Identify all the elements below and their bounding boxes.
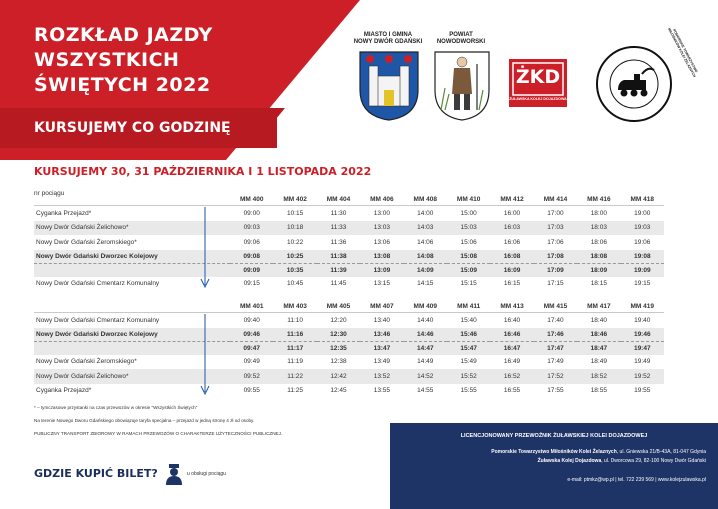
train-number-row	[34, 193, 664, 206]
departure-time: 09:15	[243, 280, 260, 288]
train-number: MM 408	[413, 195, 438, 203]
departure-time: 14:03	[404, 221, 447, 236]
departure-time: 11:22	[273, 369, 316, 384]
departure-time: 18:52	[577, 369, 620, 384]
departure-time: 17:08	[534, 250, 577, 264]
departure-time: 15:15	[460, 280, 477, 288]
timetable-row	[34, 313, 664, 328]
train-number: MM 419	[630, 302, 654, 310]
departure-time: 09:40	[230, 313, 273, 328]
departure-time: 11:19	[287, 358, 303, 366]
station-name: Nowy Dwór Gdański Żeromskiego*	[36, 238, 137, 246]
departure-time: 11:38	[317, 250, 360, 264]
gmina-caption-line2: NOWY DWÓR GDAŃSKI	[353, 39, 423, 45]
operator-line-1-address: , ul. Gniewska 21/B-43A, 81-047 Gdynia	[616, 449, 706, 455]
footnote-special-fare: Na terenie Nowego Dworu Gdańskiego obowiązuje taryfa specjalna – przejazd w jedną stronę 4 zł od osoby.	[34, 418, 255, 423]
departure-time: 13:15	[373, 280, 391, 288]
departure-time: 16:47	[490, 341, 533, 355]
train-number-label: nr pociągu	[34, 190, 65, 197]
timetable-heading: KURSUJEMY 30, 31 PAŹDZIERNIKA I 1 LISTOPADA 2022	[34, 165, 372, 178]
departure-time: 12:42	[317, 369, 360, 384]
departure-time: 15:03	[447, 221, 490, 236]
departure-time: 10:15	[273, 206, 316, 221]
train-number: MM 409	[413, 302, 438, 310]
departure-time: 14:55	[417, 387, 434, 395]
train-number: MM 407	[370, 302, 394, 310]
departure-time: 16:49	[503, 358, 521, 366]
train-number: MM 405	[326, 302, 351, 310]
train-number: MM 417	[587, 302, 611, 310]
departure-time: 17:06	[547, 238, 564, 246]
train-number: MM 418	[630, 195, 654, 203]
ptmkz-logo-icon	[594, 44, 674, 124]
departure-time: 09:47	[230, 341, 273, 355]
departure-time: 11:17	[273, 341, 316, 355]
departure-time: 14:52	[404, 369, 447, 384]
powiat-caption-line2: NOWODWORSKI	[436, 39, 486, 45]
departure-time: 09:09	[230, 263, 273, 277]
departure-time: 14:46	[404, 328, 447, 342]
station-name: Nowy Dwór Gdański Żelichowo*	[34, 221, 230, 236]
departure-time: 09:55	[243, 387, 260, 395]
title-line-3: ŚWIĘTYCH 2022	[34, 74, 211, 96]
departure-time: 14:00	[404, 206, 447, 221]
departure-time: 13:55	[373, 387, 391, 395]
departure-time: 12:38	[330, 358, 347, 366]
departure-time: 16:06	[503, 238, 521, 246]
departure-time: 17:00	[534, 206, 577, 221]
train-number-row	[34, 300, 664, 313]
departure-time: 15:08	[447, 250, 490, 264]
departure-time: 19:55	[634, 387, 651, 395]
departure-time: 17:09	[534, 263, 577, 277]
departure-time: 13:46	[360, 328, 403, 342]
departure-time: 15:00	[447, 206, 490, 221]
departure-time: 17:47	[534, 341, 577, 355]
direction-arrow-down-icon	[200, 314, 210, 396]
departure-time: 15:47	[447, 341, 490, 355]
station-name: Nowy Dwór Gdański Cmentarz Komunalny	[34, 313, 230, 328]
departure-time: 17:52	[534, 369, 577, 384]
header-spacer	[34, 300, 230, 313]
departure-time: 17:49	[547, 358, 564, 366]
gmina-caption-line1: MIASTO I GMINA	[363, 32, 413, 38]
departure-time: 09:03	[230, 221, 273, 236]
departure-time: 10:45	[286, 280, 304, 288]
departure-time: 15:52	[447, 369, 490, 384]
departure-time: 11:36	[330, 238, 347, 246]
train-number: MM 401	[239, 302, 264, 310]
departure-time: 12:45	[330, 387, 347, 395]
departure-time: 19:03	[621, 221, 664, 236]
train-number: MM 403	[283, 302, 307, 310]
timetable-row	[34, 277, 664, 292]
departure-time: 14:15	[417, 280, 434, 288]
departure-time: 16:46	[490, 328, 533, 342]
departure-time: 16:55	[503, 387, 521, 395]
departure-time: 16:09	[490, 263, 533, 277]
departure-time: 18:46	[577, 328, 620, 342]
departure-time: 09:49	[243, 358, 260, 366]
departure-time: 16:52	[490, 369, 533, 384]
departure-time: 14:08	[404, 250, 447, 264]
timetable-row	[34, 384, 664, 399]
departure-time: 13:47	[360, 341, 403, 355]
timetable-inbound	[34, 300, 664, 398]
departure-time: 11:16	[273, 328, 316, 342]
departure-time: 12:30	[317, 328, 360, 342]
departure-time: 18:40	[577, 313, 620, 328]
departure-time: 18:55	[590, 387, 607, 395]
timetable-row	[34, 263, 664, 277]
departure-time: 11:45	[330, 280, 347, 288]
departure-time: 15:49	[460, 358, 477, 366]
departure-time: 09:00	[230, 206, 273, 221]
timetable-row	[34, 235, 664, 250]
operator-line-1	[491, 449, 706, 455]
departure-time: 16:40	[490, 313, 533, 328]
departure-time: 19:49	[634, 358, 651, 366]
direction-arrow-down-icon	[200, 207, 210, 289]
departure-time: 17:55	[547, 387, 564, 395]
departure-time: 18:03	[577, 221, 620, 236]
station-name: Cyganka Przejazd*	[36, 387, 92, 395]
station-name: Nowy Dwór Gdański Cmentarz Komunalny	[36, 280, 160, 288]
operator-heading: LICENCJONOWANY PRZEWOŹNIK ŻUŁAWSKIEJ KOLEI DOJAZDOWEJ	[460, 433, 648, 439]
operator-line-2-address: , ul. Dworcowa 29, 82-100 Nowy Dwór Gdański	[601, 458, 706, 464]
departure-time: 18:09	[577, 263, 620, 277]
departure-time: 19:47	[621, 341, 664, 355]
train-number: MM 411	[457, 302, 481, 310]
departure-time: 10:35	[273, 263, 316, 277]
departure-time: 19:00	[621, 206, 664, 221]
ticket-answer: u obsługi pociągu	[187, 471, 226, 477]
departure-time: 12:35	[317, 341, 360, 355]
departure-time: 14:06	[417, 238, 434, 246]
departure-time: 10:18	[273, 221, 316, 236]
departure-time: 14:47	[404, 341, 447, 355]
operator-contact: e-mail: ptmkz@wp.pl | tel. 722 239 569 | www.kolejzulawska.pl	[567, 477, 706, 483]
header-spacer	[34, 193, 230, 206]
departure-time: 16:00	[490, 206, 533, 221]
train-number: MM 415	[543, 302, 568, 310]
timetable-row	[34, 369, 664, 384]
departure-time: 09:52	[230, 369, 273, 384]
departure-time: 15:40	[447, 313, 490, 328]
departure-time: 15:06	[460, 238, 477, 246]
departure-time: 13:49	[373, 358, 391, 366]
station-name: Nowy Dwór Gdański Dworzec Kolejowy	[34, 328, 230, 342]
operator-info-box	[390, 423, 718, 509]
departure-time: 14:09	[404, 263, 447, 277]
departure-time: 19:08	[621, 250, 664, 264]
departure-time: 19:52	[621, 369, 664, 384]
departure-time: 18:47	[577, 341, 620, 355]
departure-time: 17:46	[534, 328, 577, 342]
train-number: MM 413	[500, 302, 524, 310]
operator-line-2-name: Żuławska Kolej Dojazdowa	[537, 458, 602, 464]
departure-time: 12:20	[317, 313, 360, 328]
departure-time: 18:08	[577, 250, 620, 264]
departure-time: 13:09	[360, 263, 403, 277]
departure-time: 18:00	[577, 206, 620, 221]
departure-time: 17:40	[534, 313, 577, 328]
train-number: MM 404	[326, 195, 351, 203]
departure-time: 15:09	[447, 263, 490, 277]
powiat-caption	[430, 32, 492, 46]
timetable-outbound	[34, 193, 664, 291]
departure-time: 11:25	[287, 387, 303, 395]
train-number: MM 400	[239, 195, 264, 203]
station-name: Nowy Dwór Gdański Żelichowo*	[34, 369, 230, 384]
gmina-caption	[352, 32, 424, 46]
title-line-2: WSZYSTKICH	[34, 49, 180, 71]
departure-time: 11:39	[317, 263, 360, 277]
powiat-caption-line1: POWIAT	[449, 32, 473, 38]
departure-time: 19:15	[634, 280, 651, 288]
departure-time: 18:49	[590, 358, 607, 366]
powiat-coat-of-arms-icon	[433, 50, 491, 122]
zkd-logo-mark: ŻKD	[515, 66, 561, 88]
operator-line-1-name: Pomorskie Towarzystwo Miłośników Kolei Żelaznych	[491, 449, 617, 455]
departure-time: 10:25	[273, 250, 316, 264]
departure-time: 13:08	[360, 250, 403, 264]
ticket-question: GDZIE KUPIĆ BILET?	[34, 467, 158, 480]
station-name: Cyganka Przejazd*	[34, 206, 230, 221]
departure-time: 13:52	[360, 369, 403, 384]
departure-time: 11:30	[317, 206, 360, 221]
departure-time: 17:15	[547, 280, 564, 288]
train-number: MM 412	[500, 195, 524, 203]
train-number: MM 406	[370, 195, 394, 203]
ptmkz-ring-text: POMORSKIE TOWARZYSTWO MIŁOŚNIKÓW KOLEI ŻELAZNYCH	[666, 27, 699, 78]
departure-time: 14:49	[417, 358, 434, 366]
departure-time: 13:40	[360, 313, 403, 328]
conductor-icon	[165, 463, 183, 485]
station-name: Nowy Dwór Gdański Dworzec Kolejowy	[34, 250, 230, 264]
train-number: MM 416	[587, 195, 611, 203]
departure-time: 18:06	[590, 238, 607, 246]
departure-time: 09:06	[243, 238, 260, 246]
departure-time: 15:46	[447, 328, 490, 342]
operator-line-2	[538, 458, 706, 464]
timetable-row	[34, 250, 664, 264]
departure-time: 18:15	[590, 280, 607, 288]
zkd-logo-name: ŻUŁAWSKA KOLEJ DOJAZDOWA	[509, 97, 567, 101]
departure-time: 13:03	[360, 221, 403, 236]
departure-time: 19:09	[621, 263, 664, 277]
departure-time: 11:33	[317, 221, 360, 236]
timetable-row	[34, 206, 664, 221]
departure-time: 14:40	[404, 313, 447, 328]
banner-subtitle: KURSUJEMY CO GODZINĘ	[34, 120, 231, 136]
train-number: MM 414	[543, 195, 568, 203]
departure-time: 13:06	[373, 238, 391, 246]
departure-time: 17:03	[534, 221, 577, 236]
departure-time: 09:08	[230, 250, 273, 264]
timetable-row	[34, 328, 664, 342]
departure-time: 11:10	[273, 313, 316, 328]
footnote-temporary-stops: * – tymczasowe przystanki na czas przewozów w okresie "Wszystkich Świętych"	[34, 405, 198, 410]
departure-time: 10:22	[286, 238, 304, 246]
departure-time: 15:55	[460, 387, 477, 395]
timetable-row	[34, 221, 664, 236]
departure-time: 19:46	[621, 328, 664, 342]
station-name: Nowy Dwór Gdański Żeromskiego*	[36, 358, 137, 366]
departure-time: 16:03	[490, 221, 533, 236]
footnote-public-transport: PUBLICZNY TRANSPORT ZBIOROWY W RAMACH PRZEWOZÓW O CHARAKTERZE UŻYTECZNOŚCI PUBLICZNEJ.	[34, 431, 283, 436]
train-number: MM 402	[283, 195, 307, 203]
timetable-row	[34, 355, 664, 370]
timetable-row	[34, 341, 664, 355]
gmina-coat-of-arms-icon	[358, 50, 420, 122]
departure-time: 16:15	[503, 280, 521, 288]
train-number: MM 410	[456, 195, 481, 203]
departure-time: 19:40	[621, 313, 664, 328]
departure-time: 16:08	[490, 250, 533, 264]
title-line-1: ROZKŁAD JAZDY	[34, 24, 213, 46]
departure-time: 13:00	[360, 206, 403, 221]
departure-time: 09:46	[230, 328, 273, 342]
departure-time: 19:06	[634, 238, 651, 246]
